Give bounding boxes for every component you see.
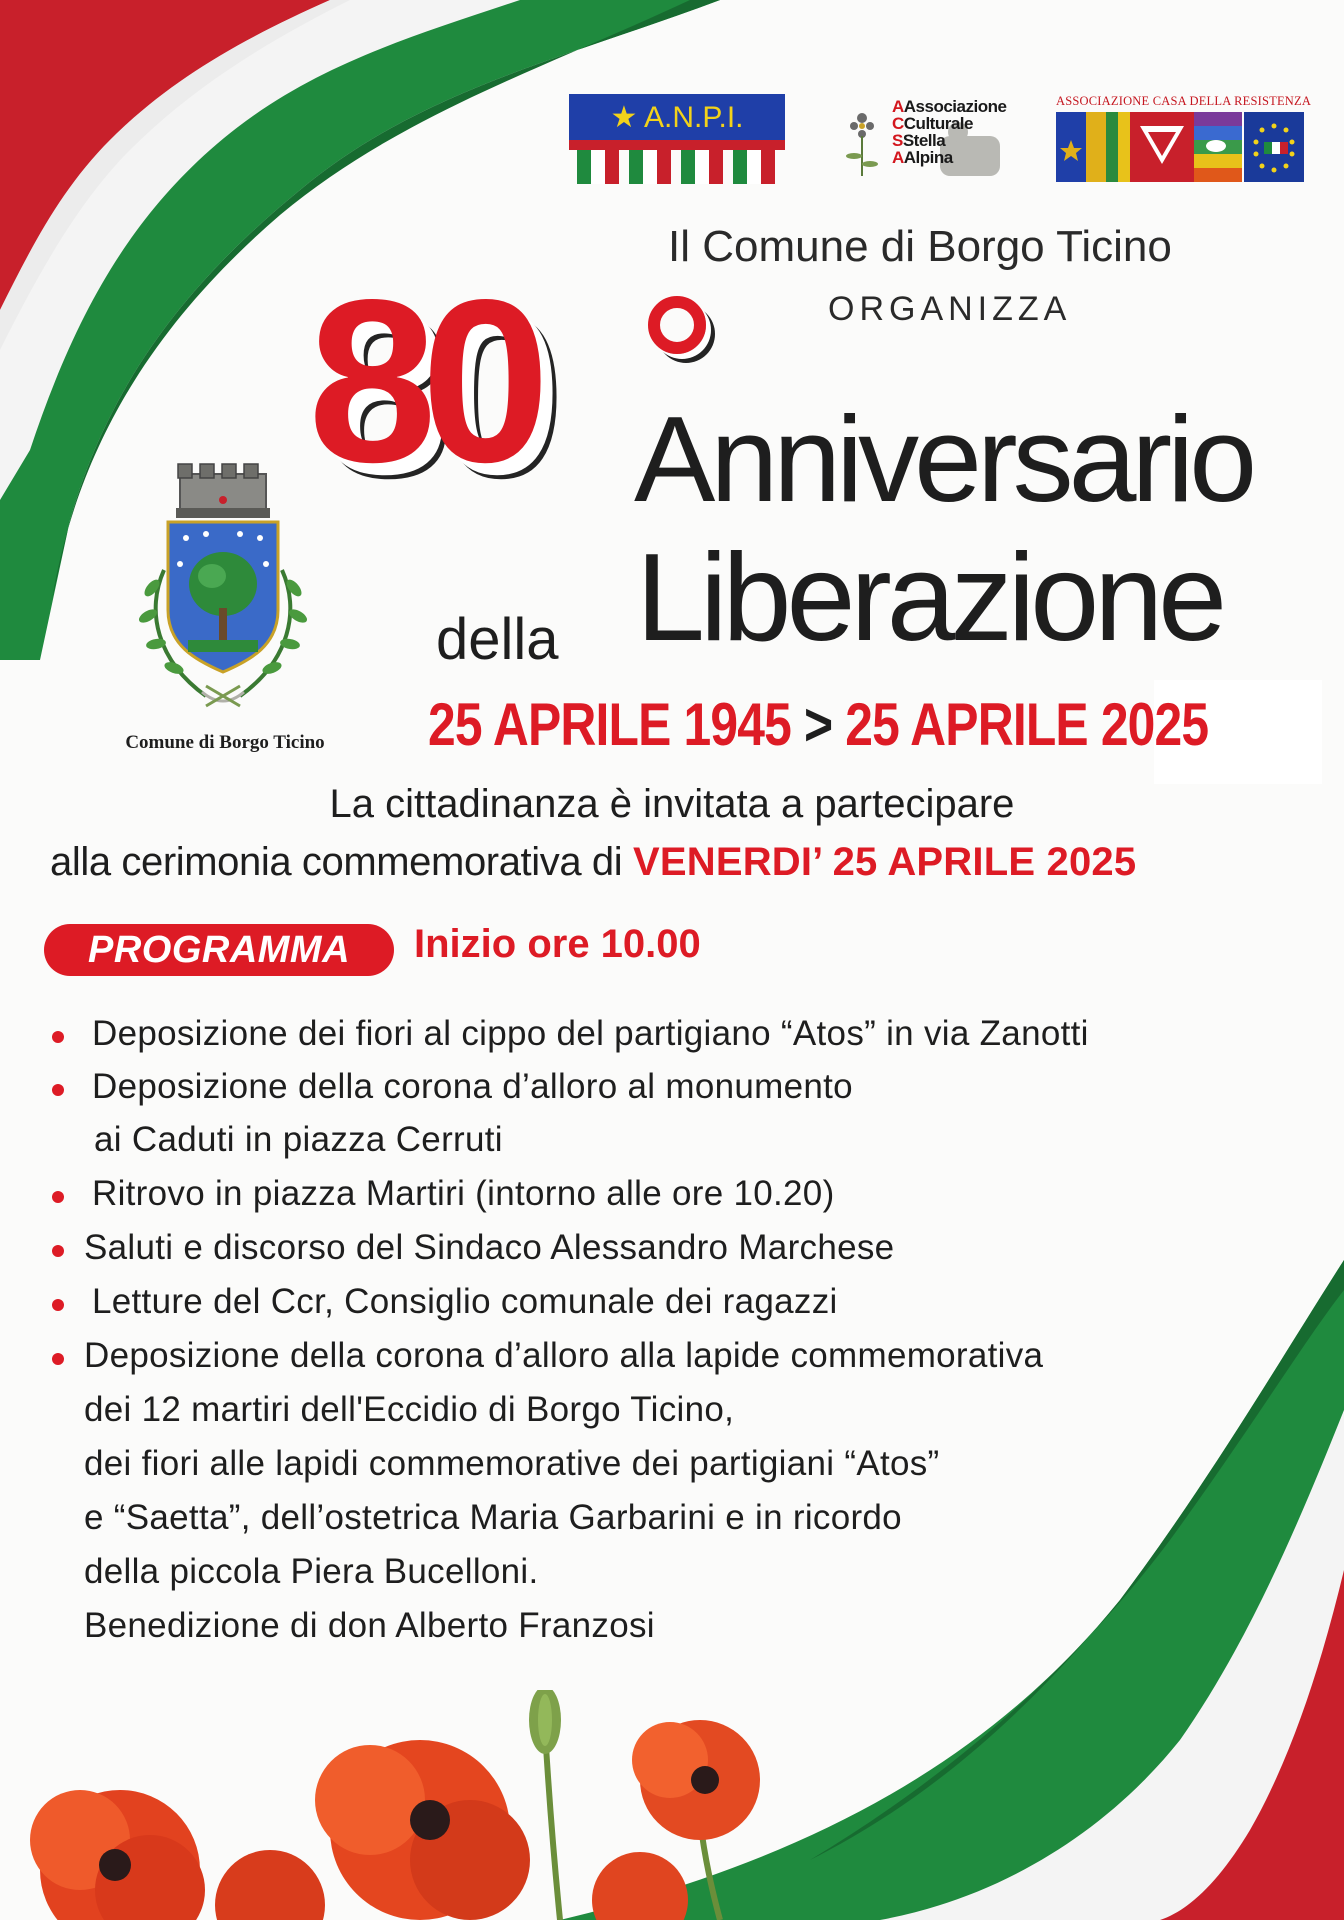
program-item-7: Benedizione di don Alberto Franzosi: [84, 1606, 655, 1645]
poppy-flowers: [0, 1690, 860, 1920]
poppy-1: [30, 1790, 205, 1920]
coat-of-arms-icon: [116, 460, 330, 722]
date-range: [428, 690, 1208, 759]
stella-line-2: Culturale: [903, 114, 973, 133]
program-item-6-line-3: dei fiori alle lapidi commemorative dei partigiani “Atos”: [84, 1444, 940, 1483]
bullet-4: [52, 1245, 64, 1257]
program-item-3: Ritrovo in piazza Martiri (intorno alle ore 10.20): [92, 1174, 835, 1213]
degree-symbol: [648, 296, 706, 354]
program-item-6-line-2: dei 12 martiri dell'Eccidio di Borgo Ticino,: [84, 1390, 735, 1429]
program-item-5: Letture del Ccr, Consiglio comunale dei ragazzi: [92, 1282, 838, 1321]
program-item-2-cont: ai Caduti in piazza Cerruti: [94, 1120, 503, 1159]
event-date: VENERDI’ 25 APRILE 2025: [632, 840, 1137, 884]
program-start-time: Inizio ore 10.00: [414, 922, 701, 966]
program-item-6-line-4: e “Saetta”, dell’ostetrica Maria Garbarini e in ricordo: [84, 1498, 902, 1537]
invitation-line-1: La cittadinanza è invitata a partecipare: [329, 782, 1015, 826]
bullet-6: [52, 1353, 64, 1365]
comune-crest: [116, 460, 330, 722]
invitation-line-2-prefix: alla cerimonia commemorativa di: [50, 840, 623, 884]
date-start: 25 APRILE 1945: [428, 691, 792, 758]
date-arrow: >: [804, 691, 833, 758]
anpi-logo: [569, 94, 785, 184]
program-item-1: Deposizione dei fiori al cippo del partigiano “Atos” in via Zanotti: [92, 1014, 1089, 1053]
anniversario-title: Anniversario: [634, 391, 1253, 527]
liberazione-title: Liberazione: [636, 529, 1223, 667]
casa-resistenza-logo: [1056, 94, 1312, 184]
stella-line-1: Associazione: [903, 97, 1007, 116]
poppy-3: [632, 1720, 760, 1840]
crest-caption: Comune di Borgo Ticino: [125, 732, 325, 753]
stella-line-3: Stella: [902, 131, 946, 150]
poppy-2: [315, 1740, 530, 1920]
program-item-6: Deposizione della corona d’alloro alla lapide commemorativa: [84, 1336, 1044, 1375]
program-item-6-line-5: della piccola Piera Bucelloni.: [84, 1552, 539, 1591]
bullet-1: [52, 1031, 64, 1043]
program-item-4: Saluti e discorso del Sindaco Alessandro Marchese: [84, 1228, 895, 1267]
bullet-3: [52, 1191, 64, 1203]
della-word: della: [436, 607, 559, 672]
casa-resistenza-title: ASSOCIAZIONE CASA DELLA RESISTENZA: [1056, 94, 1312, 108]
stella-line-4: Alpina: [903, 148, 953, 167]
invitation-line-2: [50, 840, 1136, 885]
bullet-2: [52, 1084, 64, 1096]
organizza-label: ORGANIZZA: [828, 290, 1072, 328]
anniversary-number: 80: [308, 252, 535, 511]
program-item-2: Deposizione della corona d’alloro al monumento: [92, 1067, 853, 1106]
program-label: PROGRAMMA: [87, 929, 351, 971]
bullet-5: [52, 1299, 64, 1311]
stella-alpina-logo: AAssociazione CCulturale SStella AAlpina: [840, 96, 1012, 182]
anpi-logo-text: ★ A.N.P.I.: [610, 101, 744, 134]
organizer-title: Il Comune di Borgo Ticino: [668, 222, 1172, 271]
date-end: 25 APRILE 2025: [845, 691, 1209, 758]
